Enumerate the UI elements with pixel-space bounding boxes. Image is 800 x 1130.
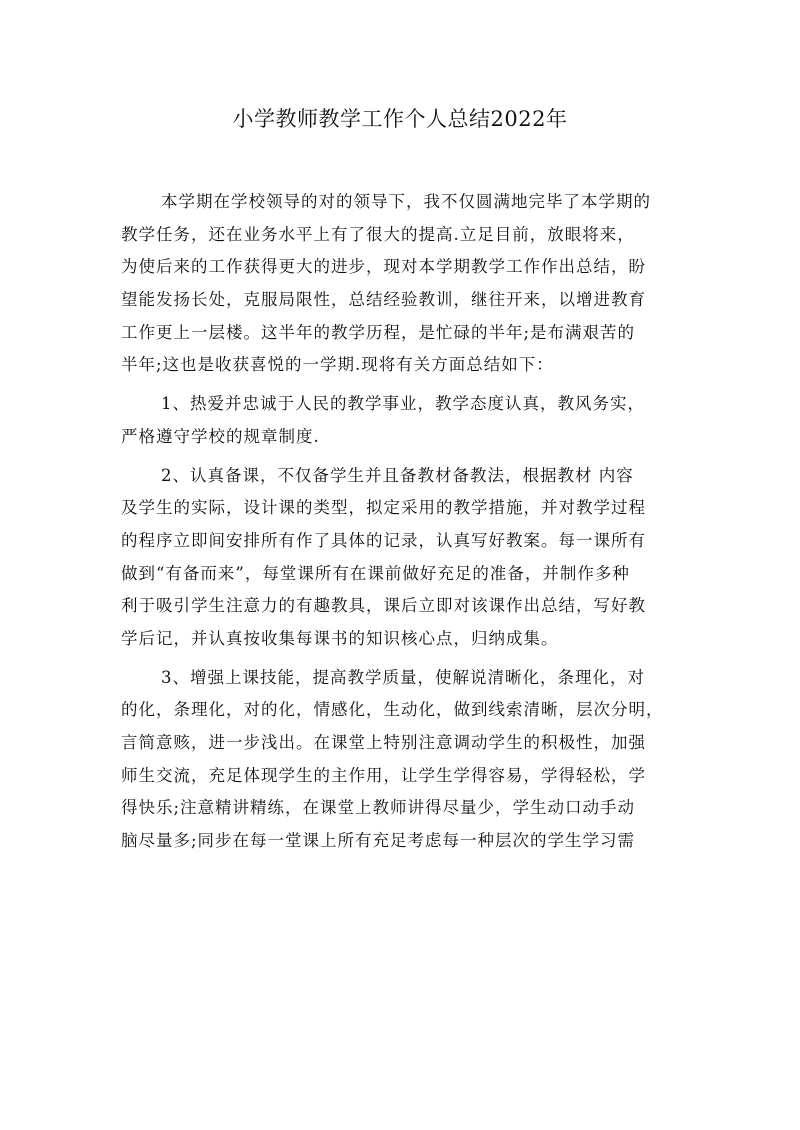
paragraph-item-3 (121, 662, 681, 858)
text-line: 师生交流，充足体现学生的主作用，让学生学得容易，学得轻松，学 (121, 765, 646, 785)
text-line: 严格遵守学校的规章制度. (121, 426, 320, 446)
text-line: 的化，条理化，对的化，情感化，生动化，做到线索清晰，层次分明， (121, 700, 664, 720)
text-line: 得快乐;注意精讲精练，在课堂上教师讲得尽量少，学生动口动手动 (121, 798, 636, 818)
text-line: 3、增强上课技能，提高教学质量，使解说清晰化，条理化，对 (161, 667, 645, 687)
text-line: 利于吸引学生注意力的有趣教具，课后立即对该课作出总结，写好教 (121, 596, 646, 616)
text-line: 言简意赅，进一步浅出。在课堂上特别注意调动学生的积极性，加强 (121, 733, 646, 752)
text-line: 教学任务，还在业务水平上有了很大的提高.立足目前，放眼将来， (121, 224, 635, 244)
text-line: 及学生的实际，设计课的类型，拟定采用的教学措施，并对教学过程 (121, 498, 646, 518)
text-line: 脑尽量多;同步在每一堂课上所有充足考虑每一种层次的学生学习需 (121, 831, 636, 851)
document-title: 小学教师教学工作个人总结2022年 (232, 107, 568, 131)
text-line: 1、热爱并忠诚于人民的教学事业，教学态度认真，教风务实， (161, 394, 645, 414)
text-line: 半年;这也是收获喜悦的一学期.现将有关方面总结如下： (121, 355, 554, 375)
text-line: 2、认真备课，不仅备学生并且备教材备教法，根据教材 内容 (161, 465, 634, 485)
text-line: 的程序立即间安排所有作了具体的记录，认真写好教案。每一课所有 (121, 530, 646, 550)
paragraph-item-1 (121, 388, 681, 453)
text-line: 学后记，并认真按收集每课书的知识核心点，归纳成集。 (121, 628, 559, 648)
paragraph-item-2 (121, 460, 681, 656)
text-line: 为使后来的工作获得更大的进步，现对本学期教学工作作出总结，盼 (121, 257, 646, 277)
text-line: 工作更上一层楼。这半年的教学历程，是忙碌的半年;是布满艰苦的 (121, 322, 636, 342)
paragraph-intro (121, 186, 681, 382)
text-line: 本学期在学校领导的对的领导下，我不仅圆满地完毕了本学期的 (161, 192, 651, 211)
document-body (121, 186, 681, 864)
text-line: 望能发扬长处，克服局限性，总结经验教训，继往开来，以增进教育 (121, 290, 646, 310)
text-line: 做到“有备而来”，每堂课所有在课前做好充足的准备，并制作多种 (121, 563, 630, 583)
